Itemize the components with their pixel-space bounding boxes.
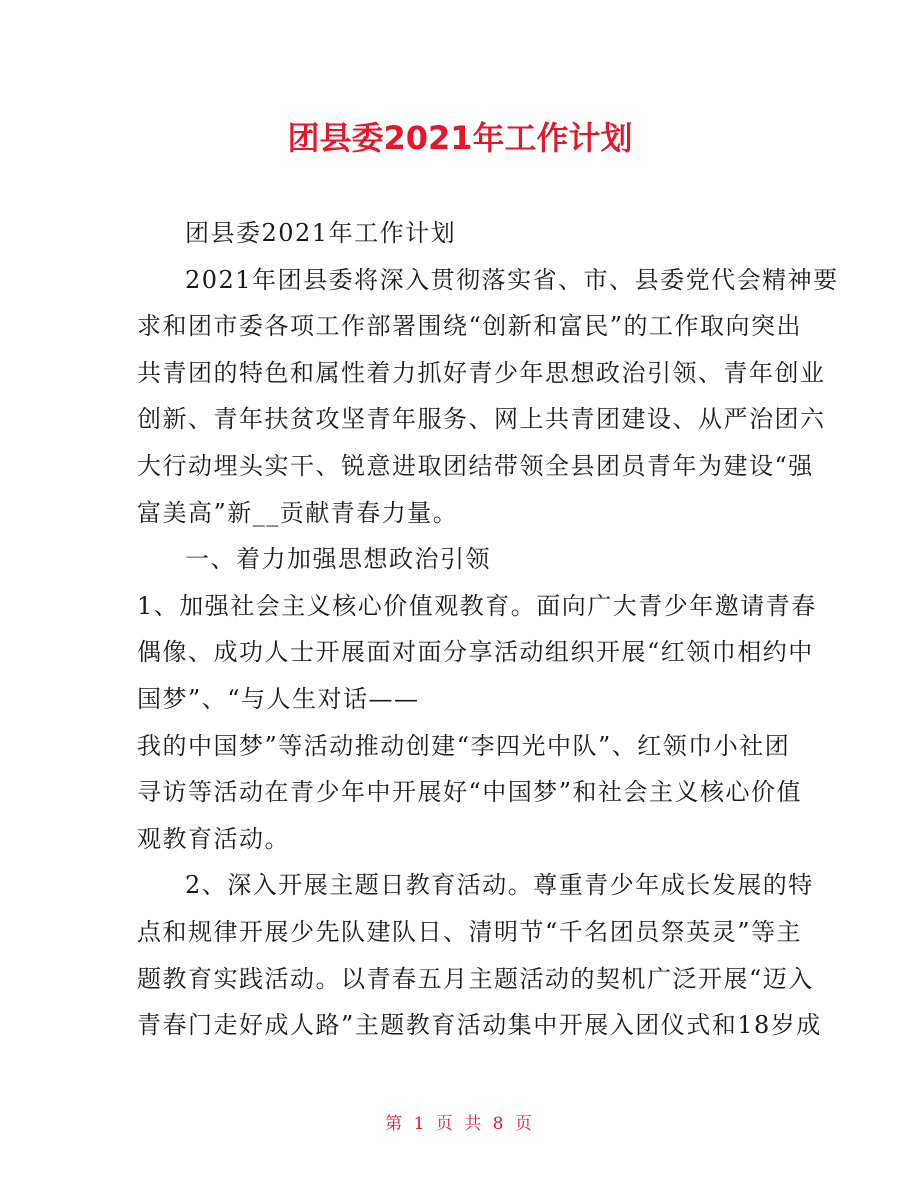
section-heading xyxy=(137,536,787,583)
page-number-footer: 第 1 页 共 8 页 xyxy=(385,1114,535,1134)
text-line: 点和规律开展少先队建队日、清明节“千名团员祭英灵”等主 xyxy=(137,917,803,946)
text-line: 我的中国梦”等活动推动创建“李四光中队”、红领巾小社团 xyxy=(137,731,791,760)
text-line: 求和团市委各项工作部署围绕“创新和富民”的工作取向突出 xyxy=(137,312,803,341)
document-title: 团县委2021年工作计划 xyxy=(287,119,633,157)
text-line: 寻访等活动在青少年中开展好“中国梦”和社会主义核心价值 xyxy=(137,778,803,807)
paragraph-item-2 xyxy=(137,862,822,1048)
text-line: 2、深入开展主题日教育活动。尊重青少年成长发展的特 xyxy=(185,871,814,900)
text-line: 偶像、成功人士开展面对面分享活动组织开展“红领巾相约中 xyxy=(137,638,814,667)
text-line: 1、加强社会主义核心价值观教育。面向广大青少年邀请青春 xyxy=(137,591,817,620)
paragraph-item-1 xyxy=(137,583,817,863)
text-line: 一、着力加强思想政治引领 xyxy=(185,545,491,574)
text-line: 国梦”、“与人生对话—— xyxy=(137,684,420,713)
text-line: 2021年团县委将深入贯彻落实省、市、县委党代会精神要 xyxy=(185,265,839,294)
paragraph-intro xyxy=(137,257,839,537)
text-line: 观教育活动。 xyxy=(137,824,290,853)
text-line: 团县委2021年工作计划 xyxy=(185,219,457,247)
text-line: 题教育实践活动。以青春五月主题活动的契机广泛开展“迈入 xyxy=(137,964,814,993)
text-line: 创新、青年扶贫攻坚青年服务、网上共青团建设、从严治团六 xyxy=(137,405,826,434)
text-line: 富美高”新__贡献青春力量。 xyxy=(137,498,459,527)
text-line: 青春门走好成人路”主题教育活动集中开展入团仪式和18岁成 xyxy=(137,1011,822,1040)
paragraph-heading-repeat xyxy=(137,210,787,257)
text-line: 大行动埋头实干、锐意进取团结带领全县团员青年为建设“强 xyxy=(137,451,814,480)
document-body xyxy=(137,210,839,1049)
text-line: 共青团的特色和属性着力抓好青少年思想政治引领、青年创业 xyxy=(137,358,826,387)
